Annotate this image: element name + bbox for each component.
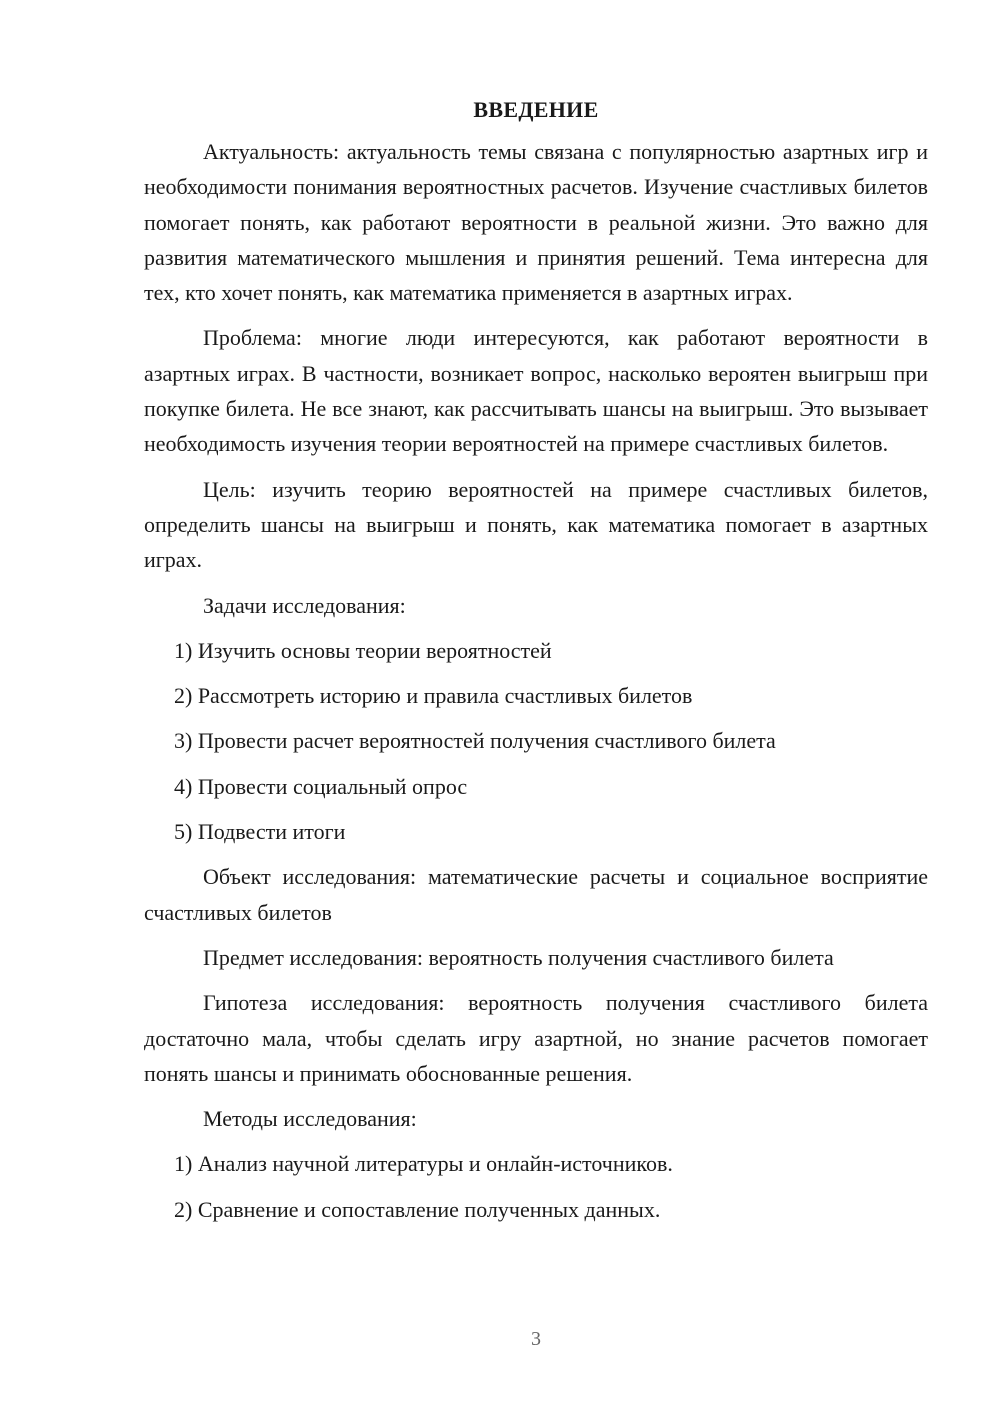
list-item: 1) Анализ научной литературы и онлайн-источников.: [174, 1151, 673, 1177]
list-item: 5) Подвести итоги: [174, 819, 346, 845]
paragraph-subject: Предмет исследования: вероятность получения счастливого билета: [203, 944, 834, 970]
methods-heading: Методы исследования:: [203, 1106, 417, 1132]
methods-list: [144, 1146, 928, 1227]
paragraph-object: Объект исследования: математические расчеты и социальное восприятие счастливых билетов: [144, 864, 928, 925]
paragraph-problem: Проблема: многие люди интересуются, как работают вероятности в азартных играх. В частности, возникает вопрос, насколько вероятен выигрыш при покупке билета. Не все знают, как рассчитывать шансы на выигрыш. Это вызывает необходимость изучения теории вероятностей на примере счастливых билетов.: [144, 325, 928, 457]
page-number: 3: [531, 1328, 541, 1350]
paragraph-hypothesis: Гипотеза исследования: вероятность получения счастливого билета достаточно мала, чтобы сделать игру азартной, но знание расчетов помогает понять шансы и принимать обоснованные решения.: [144, 990, 928, 1086]
paragraph-relevance: Актуальность: актуальность темы связана с популярностью азартных игр и необходимости понимания вероятностных расчетов. Изучение счастливых билетов помогает понять, как работают вероятности в реальной жизни. Это важно для развития математического мышления и принятия решений. Тема интересна для тех, кто хочет понять, как математика применяется в азартных играх.: [144, 139, 928, 306]
tasks-heading: Задачи исследования:: [203, 592, 406, 618]
list-item: 4) Провести социальный опрос: [174, 773, 468, 799]
section-title: ВВЕДЕНИЕ: [473, 97, 599, 122]
paragraph-goal: Цель: изучить теорию вероятностей на примере счастливых билетов, определить шансы на выигрыш и понять, как математика помогает в азартных играх.: [144, 476, 928, 573]
list-item: 1) Изучить основы теории вероятностей: [174, 637, 552, 663]
list-item: 2) Сравнение и сопоставление полученных данных.: [174, 1196, 661, 1222]
document-page: [144, 92, 928, 1237]
tasks-list: [144, 633, 928, 849]
list-item: 2) Рассмотреть историю и правила счастливых билетов: [174, 683, 693, 709]
list-item: 3) Провести расчет вероятностей получения счастливого билета: [174, 728, 776, 754]
